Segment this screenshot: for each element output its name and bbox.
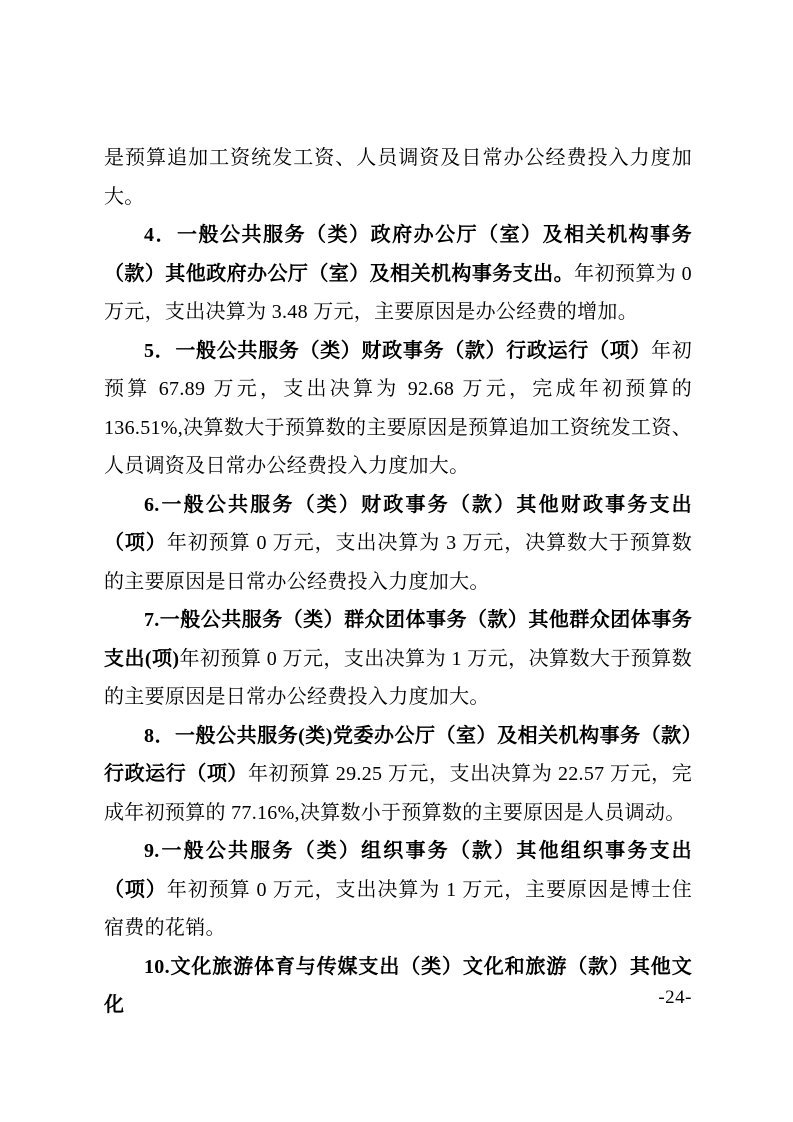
text-segment-bold: 9.一般公共服务（类）组织事务（款）其他组织事务支出（项） <box>104 840 692 901</box>
text-segment: 年初预算 29.25 万元，支出决算为 22.57 万元，完成年初预算的 77.16%,决算数小于预算数的主要原因是人员调动。 <box>104 763 693 824</box>
text-segment-bold: 10.文化旅游体育与传媒支出（类）文化和旅游（款）其他文化 <box>104 955 692 1016</box>
text-segment: 年初预算 0 万元，支出决算为 1 万元，决算数大于预算数的主要原因是日常办公经费投入力度加大。 <box>104 647 692 708</box>
text-segment-bold: 8．一般公共服务(类)党委办公厅（室）及相关机构事务（款）行政运行（项） <box>104 724 692 785</box>
text-segment-bold: 4．一般公共服务（类）政府办公厅（室）及相关机构事务（款）其他政府办公厅（室）及相关机构事务支出。 <box>104 224 692 285</box>
paragraph <box>104 601 692 717</box>
text-segment-bold: 7.一般公共服务（类）群众团体事务（款）其他群众团体事务支出(项) <box>104 609 692 670</box>
text-segment: 是预算追加工资统发工资、人员调资及日常办公经费投入力度加大。 <box>104 147 692 208</box>
text-segment: 年初预算为 0 万元，支出决算为 3.48 万元，主要原因是办公经费的增加。 <box>104 262 692 323</box>
text-segment: 年初预算 0 万元，支出决算为 1 万元，主要原因是博士住宿费的花销。 <box>104 878 692 939</box>
document-body <box>104 139 692 1025</box>
paragraph <box>104 948 692 1025</box>
text-segment: 年初预算 67.89 万元，支出决算为 92.68 万元，完成年初预算的 136.51%,决算数大于预算数的主要原因是预算追加工资统发工资、人员调资及日常办公经费投入力度加大。 <box>104 339 692 477</box>
text-segment-bold: 5．一般公共服务（类）财政事务（款）行政运行（项） <box>144 339 652 362</box>
paragraph <box>104 139 692 216</box>
text-segment-bold: 6.一般公共服务（类）财政事务（款）其他财政事务支出（项） <box>104 493 692 554</box>
paragraph <box>104 486 692 602</box>
paragraph <box>104 717 692 833</box>
text-segment: 年初预算 0 万元，支出决算为 3 万元，决算数大于预算数的主要原因是日常办公经费投入力度加大。 <box>104 532 692 593</box>
page-number: -24- <box>658 987 692 1008</box>
paragraph <box>104 332 692 486</box>
paragraph <box>104 832 692 948</box>
paragraph <box>104 216 692 332</box>
